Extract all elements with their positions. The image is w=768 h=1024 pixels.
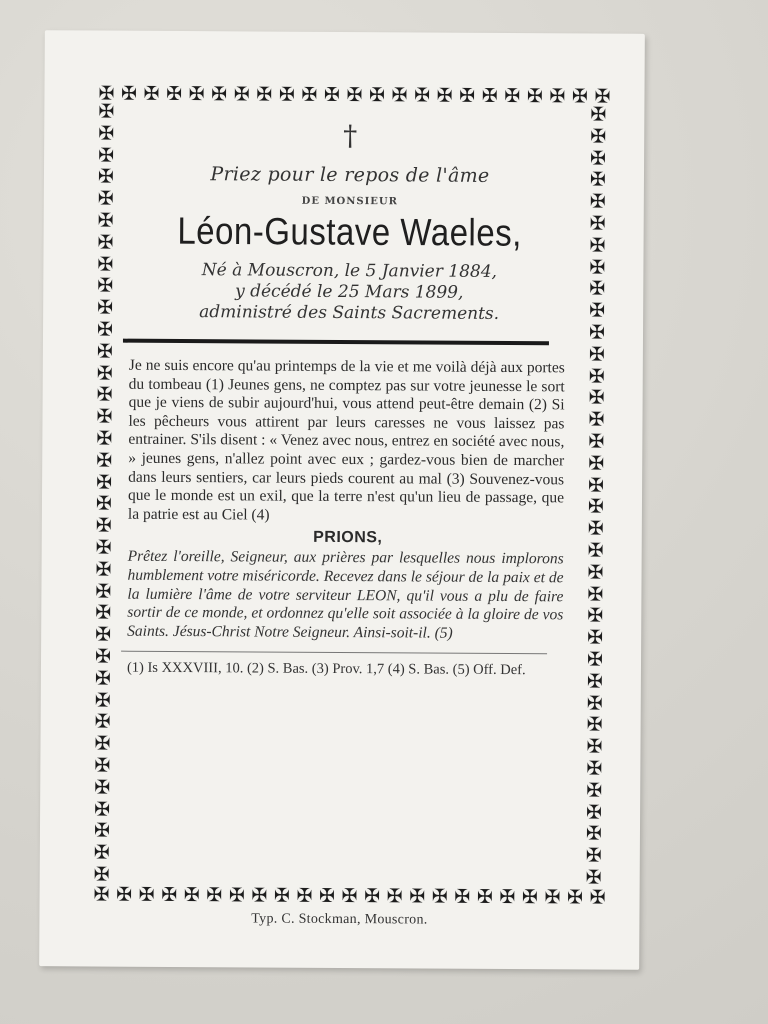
- border-cross-icon: ✠: [588, 430, 605, 453]
- exhortation-text: Je ne suis encore qu'au printemps de la vie et me voilà déjà aux portes du tombeau (1) Jeunes gens, ne comptez pas sur votre jeunesse le sort que je viens de subir aujourd'hui, vous attend peut-être demain (2) Si les pêcheurs vous attirent par leurs caresses ne vous laissez pas entrainer. S'ils disent : « Venez avec nous, entrez en société avec nous, » jeunes gens, n'allez point avec eux ; gardez-vous bien de marcher dans leurs sentiers, car leurs pieds courent au mal (3) Souvenez-vous que le monde est un exil, que la terre n'est qu'un lieu de passage, que la patrie est au Ciel (4): [127, 356, 565, 524]
- border-cross-icon: ✠: [228, 884, 245, 907]
- border-cross-icon: ✠: [96, 383, 113, 406]
- border-cross-icon: ✠: [96, 427, 113, 450]
- border-cross-icon: ✠: [188, 83, 205, 106]
- border-cross-icon: ✠: [98, 100, 115, 123]
- border-cross-icon: ✠: [95, 623, 112, 646]
- border-cross-icon: ✠: [94, 797, 111, 821]
- border-cross-icon: ✠: [93, 819, 110, 842]
- border-cross-icon: ✠: [571, 85, 588, 108]
- border-cross-icon: ✠: [589, 168, 606, 191]
- border-cross-icon: ✠: [256, 83, 273, 106]
- memorial-card: [39, 30, 645, 970]
- border-cross-icon: ✠: [93, 883, 110, 906]
- border-cross-icon: ✠: [386, 885, 403, 908]
- border-cross-icon: ✠: [590, 125, 607, 148]
- border-cross-icon: ✠: [587, 626, 604, 649]
- deceased-name: Léon-Gustave Waeles,: [177, 209, 522, 254]
- border-cross-icon: ✠: [590, 103, 607, 126]
- prions-heading: PRIONS,: [313, 529, 383, 547]
- border-cross-icon: ✠: [588, 408, 605, 431]
- border-cross-icon: ✠: [116, 883, 133, 906]
- border-cross-icon: ✠: [97, 296, 114, 319]
- border-cross-icon: ✠: [587, 604, 604, 627]
- border-cross-icon: ✠: [364, 885, 381, 908]
- cross-border-left: [93, 100, 115, 886]
- border-cross-icon: ✠: [586, 800, 603, 824]
- border-cross-icon: ✠: [589, 299, 606, 322]
- border-cross-icon: ✠: [588, 321, 606, 344]
- border-cross-icon: ✠: [588, 386, 605, 409]
- border-cross-icon: ✠: [95, 514, 112, 537]
- prayer-text: Prêtez l'oreille, Seigneur, aux prières par lesquelles nous implorons humblement votre miséricorde. Recevez dans le séjour de la paix et de la lumière l'âme de votre serviteur LEON, qu'il vous a plu de faire sortir de ce monde, et ordonnez qu'elle soit associée à la gloire de vos Saints. Jésus-Christ Notre Seigneur. Ainsi-soit-il. (5): [127, 548, 564, 642]
- border-cross-icon: ✠: [594, 85, 611, 108]
- border-cross-icon: ✠: [341, 885, 358, 908]
- border-cross-icon: ✠: [586, 713, 603, 736]
- card-content: [127, 117, 570, 680]
- life-details: [129, 260, 569, 326]
- border-cross-icon: ✠: [301, 83, 318, 106]
- border-cross-icon: ✠: [436, 84, 453, 107]
- border-cross-icon: ✠: [521, 886, 538, 909]
- border-cross-icon: ✠: [96, 318, 114, 341]
- border-cross-icon: ✠: [589, 886, 606, 909]
- border-cross-icon: ✠: [143, 82, 160, 105]
- border-cross-icon: ✠: [95, 580, 112, 603]
- border-cross-icon: ✠: [368, 84, 386, 107]
- border-cross-icon: ✠: [94, 689, 111, 712]
- border-cross-icon: ✠: [138, 883, 155, 906]
- border-cross-icon: ✠: [476, 885, 493, 908]
- border-cross-icon: ✠: [587, 561, 604, 584]
- border-cross-icon: ✠: [586, 692, 603, 715]
- border-cross-icon: ✠: [93, 841, 110, 864]
- border-cross-icon: ✠: [93, 863, 110, 886]
- border-cross-icon: ✠: [504, 84, 521, 108]
- border-cross-icon: ✠: [587, 517, 604, 540]
- border-cross-icon: ✠: [589, 212, 606, 235]
- border-cross-icon: ✠: [96, 340, 113, 363]
- border-cross-icon: ✠: [97, 253, 114, 276]
- prayer-heading: Priez pour le repos de l'âme: [210, 163, 490, 187]
- border-cross-icon: ✠: [585, 822, 602, 845]
- border-cross-icon: ✠: [586, 779, 603, 802]
- border-cross-icon: ✠: [95, 601, 112, 624]
- border-cross-icon: ✠: [318, 884, 336, 907]
- border-cross-icon: ✠: [391, 84, 408, 107]
- border-cross-icon: ✠: [585, 844, 602, 867]
- cross-border-top: [98, 82, 611, 108]
- border-cross-icon: ✠: [586, 757, 603, 780]
- border-cross-icon: ✠: [97, 274, 114, 297]
- border-cross-icon: ✠: [589, 234, 606, 257]
- border-cross-icon: ✠: [97, 165, 114, 188]
- border-cross-icon: ✠: [589, 190, 606, 213]
- border-cross-icon: ✠: [431, 885, 448, 908]
- printer-credit: Typ. C. Stockman, Mouscron.: [251, 911, 428, 928]
- border-cross-icon: ✠: [589, 277, 606, 300]
- dagger-cross-icon: †: [343, 119, 358, 153]
- border-cross-icon: ✠: [96, 449, 113, 472]
- border-cross-icon: ✠: [96, 471, 113, 494]
- border-cross-icon: ✠: [590, 147, 607, 170]
- border-cross-icon: ✠: [588, 474, 605, 497]
- salutation: DE MONSIEUR: [301, 195, 398, 208]
- border-cross-icon: ✠: [549, 85, 566, 108]
- border-cross-icon: ✠: [296, 884, 313, 907]
- thin-divider: [121, 651, 547, 655]
- border-cross-icon: ✠: [95, 536, 112, 559]
- border-cross-icon: ✠: [251, 884, 268, 907]
- border-cross-icon: ✠: [278, 83, 295, 106]
- border-cross-icon: ✠: [94, 754, 111, 777]
- border-cross-icon: ✠: [586, 670, 603, 693]
- border-cross-icon: ✠: [211, 83, 228, 106]
- border-cross-icon: ✠: [94, 732, 111, 755]
- border-cross-icon: ✠: [94, 645, 112, 668]
- border-cross-icon: ✠: [96, 405, 113, 428]
- border-cross-icon: ✠: [586, 735, 603, 758]
- heavy-divider: [123, 339, 549, 346]
- border-cross-icon: ✠: [481, 84, 498, 107]
- border-cross-icon: ✠: [96, 362, 113, 385]
- border-cross-icon: ✠: [273, 884, 290, 907]
- border-cross-icon: ✠: [459, 84, 476, 107]
- sacraments-line: administré des Saints Sacrements.: [199, 302, 500, 324]
- border-cross-icon: ✠: [588, 343, 605, 366]
- border-cross-icon: ✠: [98, 122, 115, 145]
- border-cross-icon: ✠: [589, 256, 606, 279]
- border-cross-icon: ✠: [409, 885, 426, 908]
- border-cross-icon: ✠: [414, 84, 431, 107]
- border-cross-icon: ✠: [97, 209, 114, 232]
- border-cross-icon: ✠: [526, 85, 543, 108]
- cross-border-right: [585, 103, 607, 889]
- border-cross-icon: ✠: [587, 539, 604, 562]
- border-cross-icon: ✠: [120, 82, 138, 105]
- border-cross-icon: ✠: [94, 710, 111, 733]
- border-cross-icon: ✠: [454, 885, 471, 908]
- border-cross-icon: ✠: [588, 365, 605, 388]
- border-cross-icon: ✠: [587, 495, 604, 518]
- border-cross-icon: ✠: [95, 558, 112, 581]
- border-cross-icon: ✠: [566, 886, 584, 909]
- border-cross-icon: ✠: [94, 776, 111, 799]
- border-cross-icon: ✠: [161, 883, 178, 907]
- border-cross-icon: ✠: [588, 452, 605, 475]
- border-cross-icon: ✠: [346, 84, 363, 107]
- border-cross-icon: ✠: [586, 648, 604, 671]
- border-cross-icon: ✠: [95, 492, 112, 515]
- border-cross-icon: ✠: [166, 82, 183, 106]
- border-cross-icon: ✠: [94, 667, 111, 690]
- border-cross-icon: ✠: [499, 885, 516, 909]
- border-cross-icon: ✠: [323, 83, 340, 106]
- border-cross-icon: ✠: [98, 82, 115, 105]
- border-cross-icon: ✠: [544, 886, 561, 909]
- birth-line: Né à Mouscron, le 5 Janvier 1884,: [201, 260, 498, 282]
- death-line: y décédé le 25 Mars 1899,: [235, 281, 464, 303]
- border-cross-icon: ✠: [585, 866, 602, 889]
- border-cross-icon: ✠: [206, 884, 223, 907]
- border-cross-icon: ✠: [587, 583, 604, 606]
- border-cross-icon: ✠: [98, 144, 115, 167]
- border-cross-icon: ✠: [97, 231, 114, 254]
- border-cross-icon: ✠: [97, 187, 114, 210]
- cross-border-bottom: [94, 885, 606, 907]
- scripture-references: (1) Is XXXVIII, 10. (2) S. Bas. (3) Prov. 1,7 (4) S. Bas. (5) Off. Def.: [126, 660, 526, 679]
- border-cross-icon: ✠: [233, 83, 250, 106]
- border-cross-icon: ✠: [183, 884, 200, 907]
